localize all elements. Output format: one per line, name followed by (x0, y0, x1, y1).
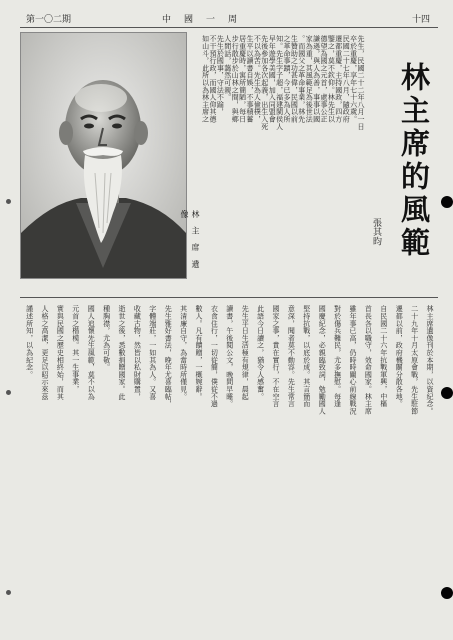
text-column: 字體端莊，一如其為人。又喜 (148, 305, 157, 400)
text-column: 先生雅好書法，晚年尤喜臨帖， (164, 305, 173, 408)
text-column: 逝世之後，悉數捐贈國家。此 (118, 305, 126, 400)
text-column: 自民國二十六年抗戰軍興，中樞 (379, 305, 388, 408)
text-column: 國家之事，貴在實行，不在空言 (272, 305, 280, 408)
text-column: 數人。凡有饋贈，一概婉辭。 (195, 305, 203, 400)
text-column: 二十九年十月太原會戰，先生駐節 (410, 305, 419, 415)
text-column: 步行散步於山林之間，與鄉 (231, 35, 240, 123)
text-column: 遷都重慶，主持國政，四方 (334, 35, 343, 123)
text-column: 居重慶時，寓所簡陋，每日 (238, 35, 247, 123)
text-column: 。而國父之革命事業，林先 (297, 35, 306, 123)
text-column: 謙遜，與人為善，事事以國 (312, 35, 321, 123)
text-column: 早年遊學美國，加入同盟會 (268, 35, 277, 123)
text-column: 此語今日讀之，猶令人感奮。 (256, 305, 265, 400)
text-column: 元首之楷模。其一生事業， (71, 305, 80, 393)
text-column: 先生，民國二十二年八月一日 (357, 35, 365, 130)
section-divider (20, 297, 438, 298)
issue-number: 第一〇二期 (26, 15, 72, 25)
text-column: 國人追懷先生風範，莫不以為 (87, 305, 96, 400)
text-column: 生贊助之功甚偉，民國以前 (290, 35, 299, 123)
text-column: 先生於國事，守法不踰， (216, 35, 225, 116)
binder-mark (6, 390, 11, 395)
article-title: 林主席的風範 (397, 62, 431, 260)
text-column: 先後參加各次起義，出生入死 (260, 35, 269, 130)
text-column: 人閒話，藹然可親。 (223, 35, 232, 101)
text-column: 之革命事蹟，今已多為人所 (283, 35, 291, 123)
text-column: 如山斗，此所以為林主席之 (201, 35, 210, 123)
portrait-photo (20, 32, 187, 279)
text-column: 家為重，其風範足為後世法 (305, 35, 314, 123)
text-column: 德望為國之元首，處事公正 (320, 35, 328, 123)
text-column: 人格之高潔，更足以昭示來茲 (41, 305, 49, 400)
portrait-illustration (21, 33, 186, 278)
page-number: 十四 (412, 15, 431, 25)
text-column: 堅持抗戰，以底於成。其言簡而 (302, 305, 311, 408)
text-column: 實與民國之歷史相終始，而其 (56, 305, 65, 400)
binder-hole (441, 387, 453, 399)
text-column: 不以為苦。先生為人儉樸， (253, 35, 262, 123)
text-column: 其清廉自守，為當時所僅見。 (179, 305, 188, 400)
text-column: 不干預行政，而國人仰其德 (209, 35, 217, 123)
text-column: 謹述所知，以為紀念。 (25, 305, 34, 378)
binder-mark (6, 590, 11, 595)
text-column: 雖年事已高，仍時時關心前線戰況 (349, 305, 357, 415)
text-column: 卒於重慶，享年七十六歲。 (349, 35, 358, 123)
text-column: 民國二十七年八月，隨政府 (342, 35, 351, 123)
text-column: 國慶紀念，必親臨致詞，勉勵國人 (318, 305, 327, 415)
text-column: 收藏古物，然皆以私財購置， (133, 305, 142, 400)
binder-mark (6, 199, 11, 204)
header-rule (20, 27, 438, 28)
photo-caption: 林 主 席 遺 像 (180, 210, 200, 277)
binder-hole (441, 196, 453, 208)
binder-hole (441, 587, 453, 599)
text-column: 先生平日生活極有規律，晨起 (241, 305, 250, 400)
text-column: 遷都以前，政府機關分散各地。 (395, 305, 404, 408)
text-column: 首長各以職守，效命國家。林主席 (364, 305, 373, 415)
text-column: 對於傷兵難民，尤多撫慰。每逢 (333, 305, 342, 408)
article-author: 張其昀 (371, 218, 381, 246)
text-column: 生平以讀書自娛，不事積蓄 (246, 35, 254, 123)
text-column: 衣食住行，一切從簡，僕從不過 (210, 305, 219, 408)
text-column: 意深，聞者莫不動容。先生常言 (287, 305, 296, 408)
text-column: 林主席遺像刊於本期，以資紀念。 (426, 305, 434, 415)
text-column: 鑒之，莫不欽仰。林先生以 (327, 35, 336, 123)
text-column: 讀書，午後閱公文，晚間早睡。 (225, 305, 234, 408)
publication-title: 中 國 一 周 (162, 15, 240, 25)
text-column: 種胸襟，尤為可敬。 (102, 305, 111, 371)
text-column: 知。先生字子超，福建閩侯人 (275, 35, 284, 130)
